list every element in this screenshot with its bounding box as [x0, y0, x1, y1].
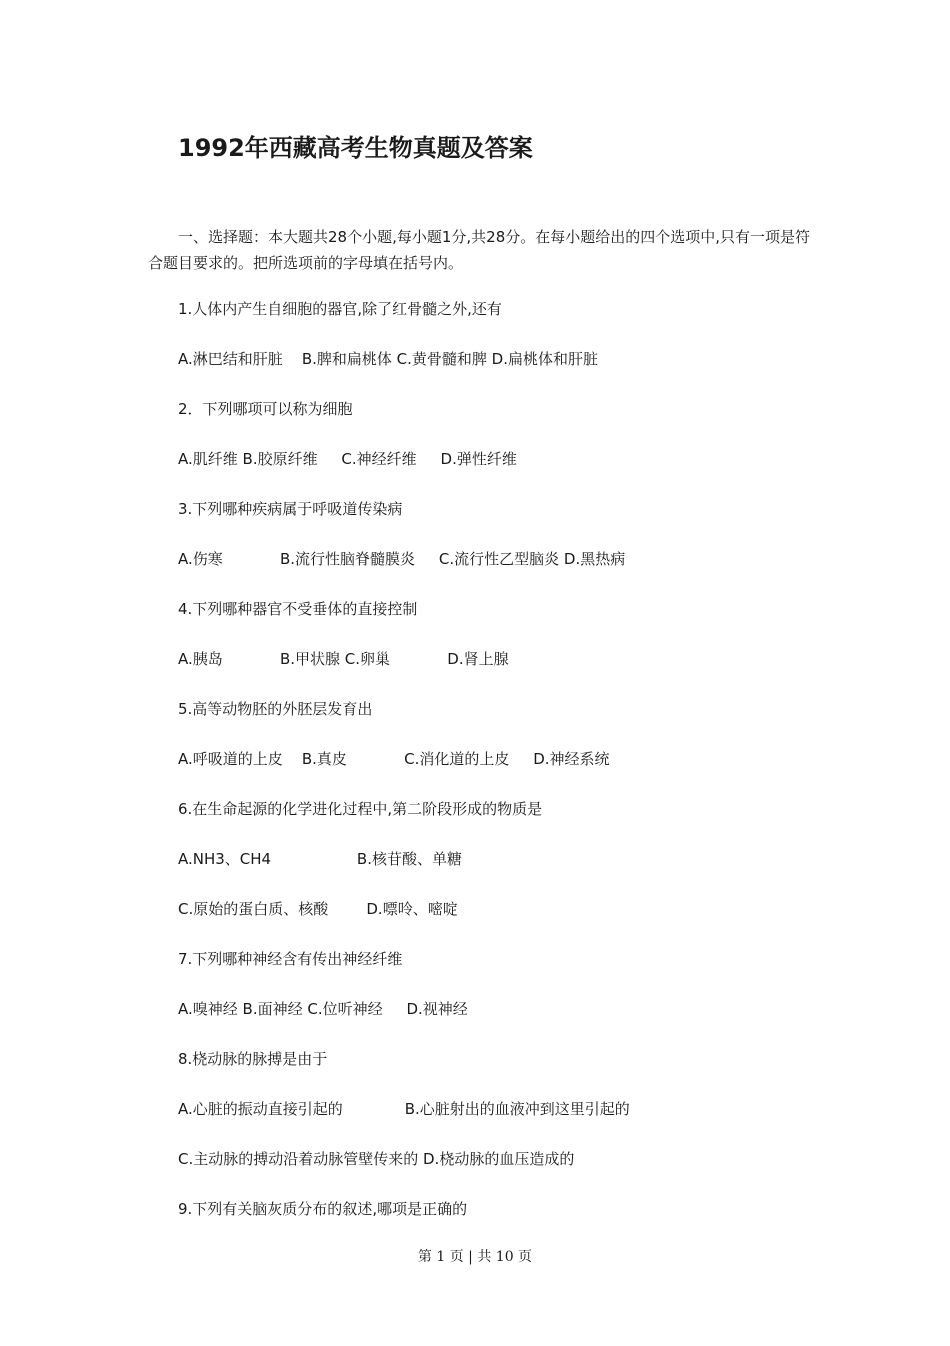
question-4-options: A.胰岛 B.甲状腺 C.卵巢 D.肾上腺 — [178, 650, 509, 668]
question-8-options-cd: C.主动脉的搏动沿着动脉管壁传来的 D.桡动脉的血压造成的 — [178, 1150, 575, 1168]
question-1: 1.人体内产生自细胞的器官,除了红骨髓之外,还有 — [178, 300, 502, 318]
question-2-options: A.肌纤维 B.胶原纤维 C.神经纤维 D.弹性纤维 — [178, 450, 517, 468]
question-9: 9.下列有关脑灰质分布的叙述,哪项是正确的 — [178, 1200, 468, 1218]
question-5-options: A.呼吸道的上皮 B.真皮 C.消化道的上皮 D.神经系统 — [178, 750, 610, 768]
page-footer: 第 1 页 | 共 10 页 — [417, 1249, 533, 1265]
question-1-options: A.淋巴结和肝脏 B.脾和扁桃体 C.黄骨髓和脾 D.扁桃体和肝脏 — [178, 350, 598, 368]
question-8-options-ab: A.心脏的振动直接引起的 B.心脏射出的血液冲到这里引起的 — [178, 1100, 630, 1118]
question-4: 4.下列哪种器官不受垂体的直接控制 — [178, 600, 418, 618]
question-6-options-ab: A.NH3、CH4 B.核苷酸、单糖 — [178, 850, 462, 868]
question-6: 6.在生命起源的化学进化过程中,第二阶段形成的物质是 — [178, 800, 543, 818]
question-3: 3.下列哪种疾病属于呼吸道传染病 — [178, 500, 403, 518]
document-title: 1992年西藏高考生物真题及答案 — [178, 134, 533, 162]
question-2: 2．下列哪项可以称为细胞 — [178, 400, 353, 418]
question-6-options-cd: C.原始的蛋白质、核酸 D.嘌呤、嘧啶 — [178, 900, 458, 918]
question-3-options: A.伤寒 B.流行性脑脊髓膜炎 C.流行性乙型脑炎 D.黑热病 — [178, 550, 626, 568]
question-8: 8.桡动脉的脉搏是由于 — [178, 1050, 328, 1068]
question-7-options: A.嗅神经 B.面神经 C.位听神经 D.视神经 — [178, 1000, 468, 1018]
question-5: 5.高等动物胚的外胚层发育出 — [178, 700, 373, 718]
question-7: 7.下列哪种神经含有传出神经纤维 — [178, 950, 403, 968]
section-intro: 一、选择题：本大题共28个小题,每小题1分,共28分。在每小题给出的四个选项中,只有一项是符合题目要求的。把所选项前的字母填在括号内。 — [148, 228, 811, 272]
